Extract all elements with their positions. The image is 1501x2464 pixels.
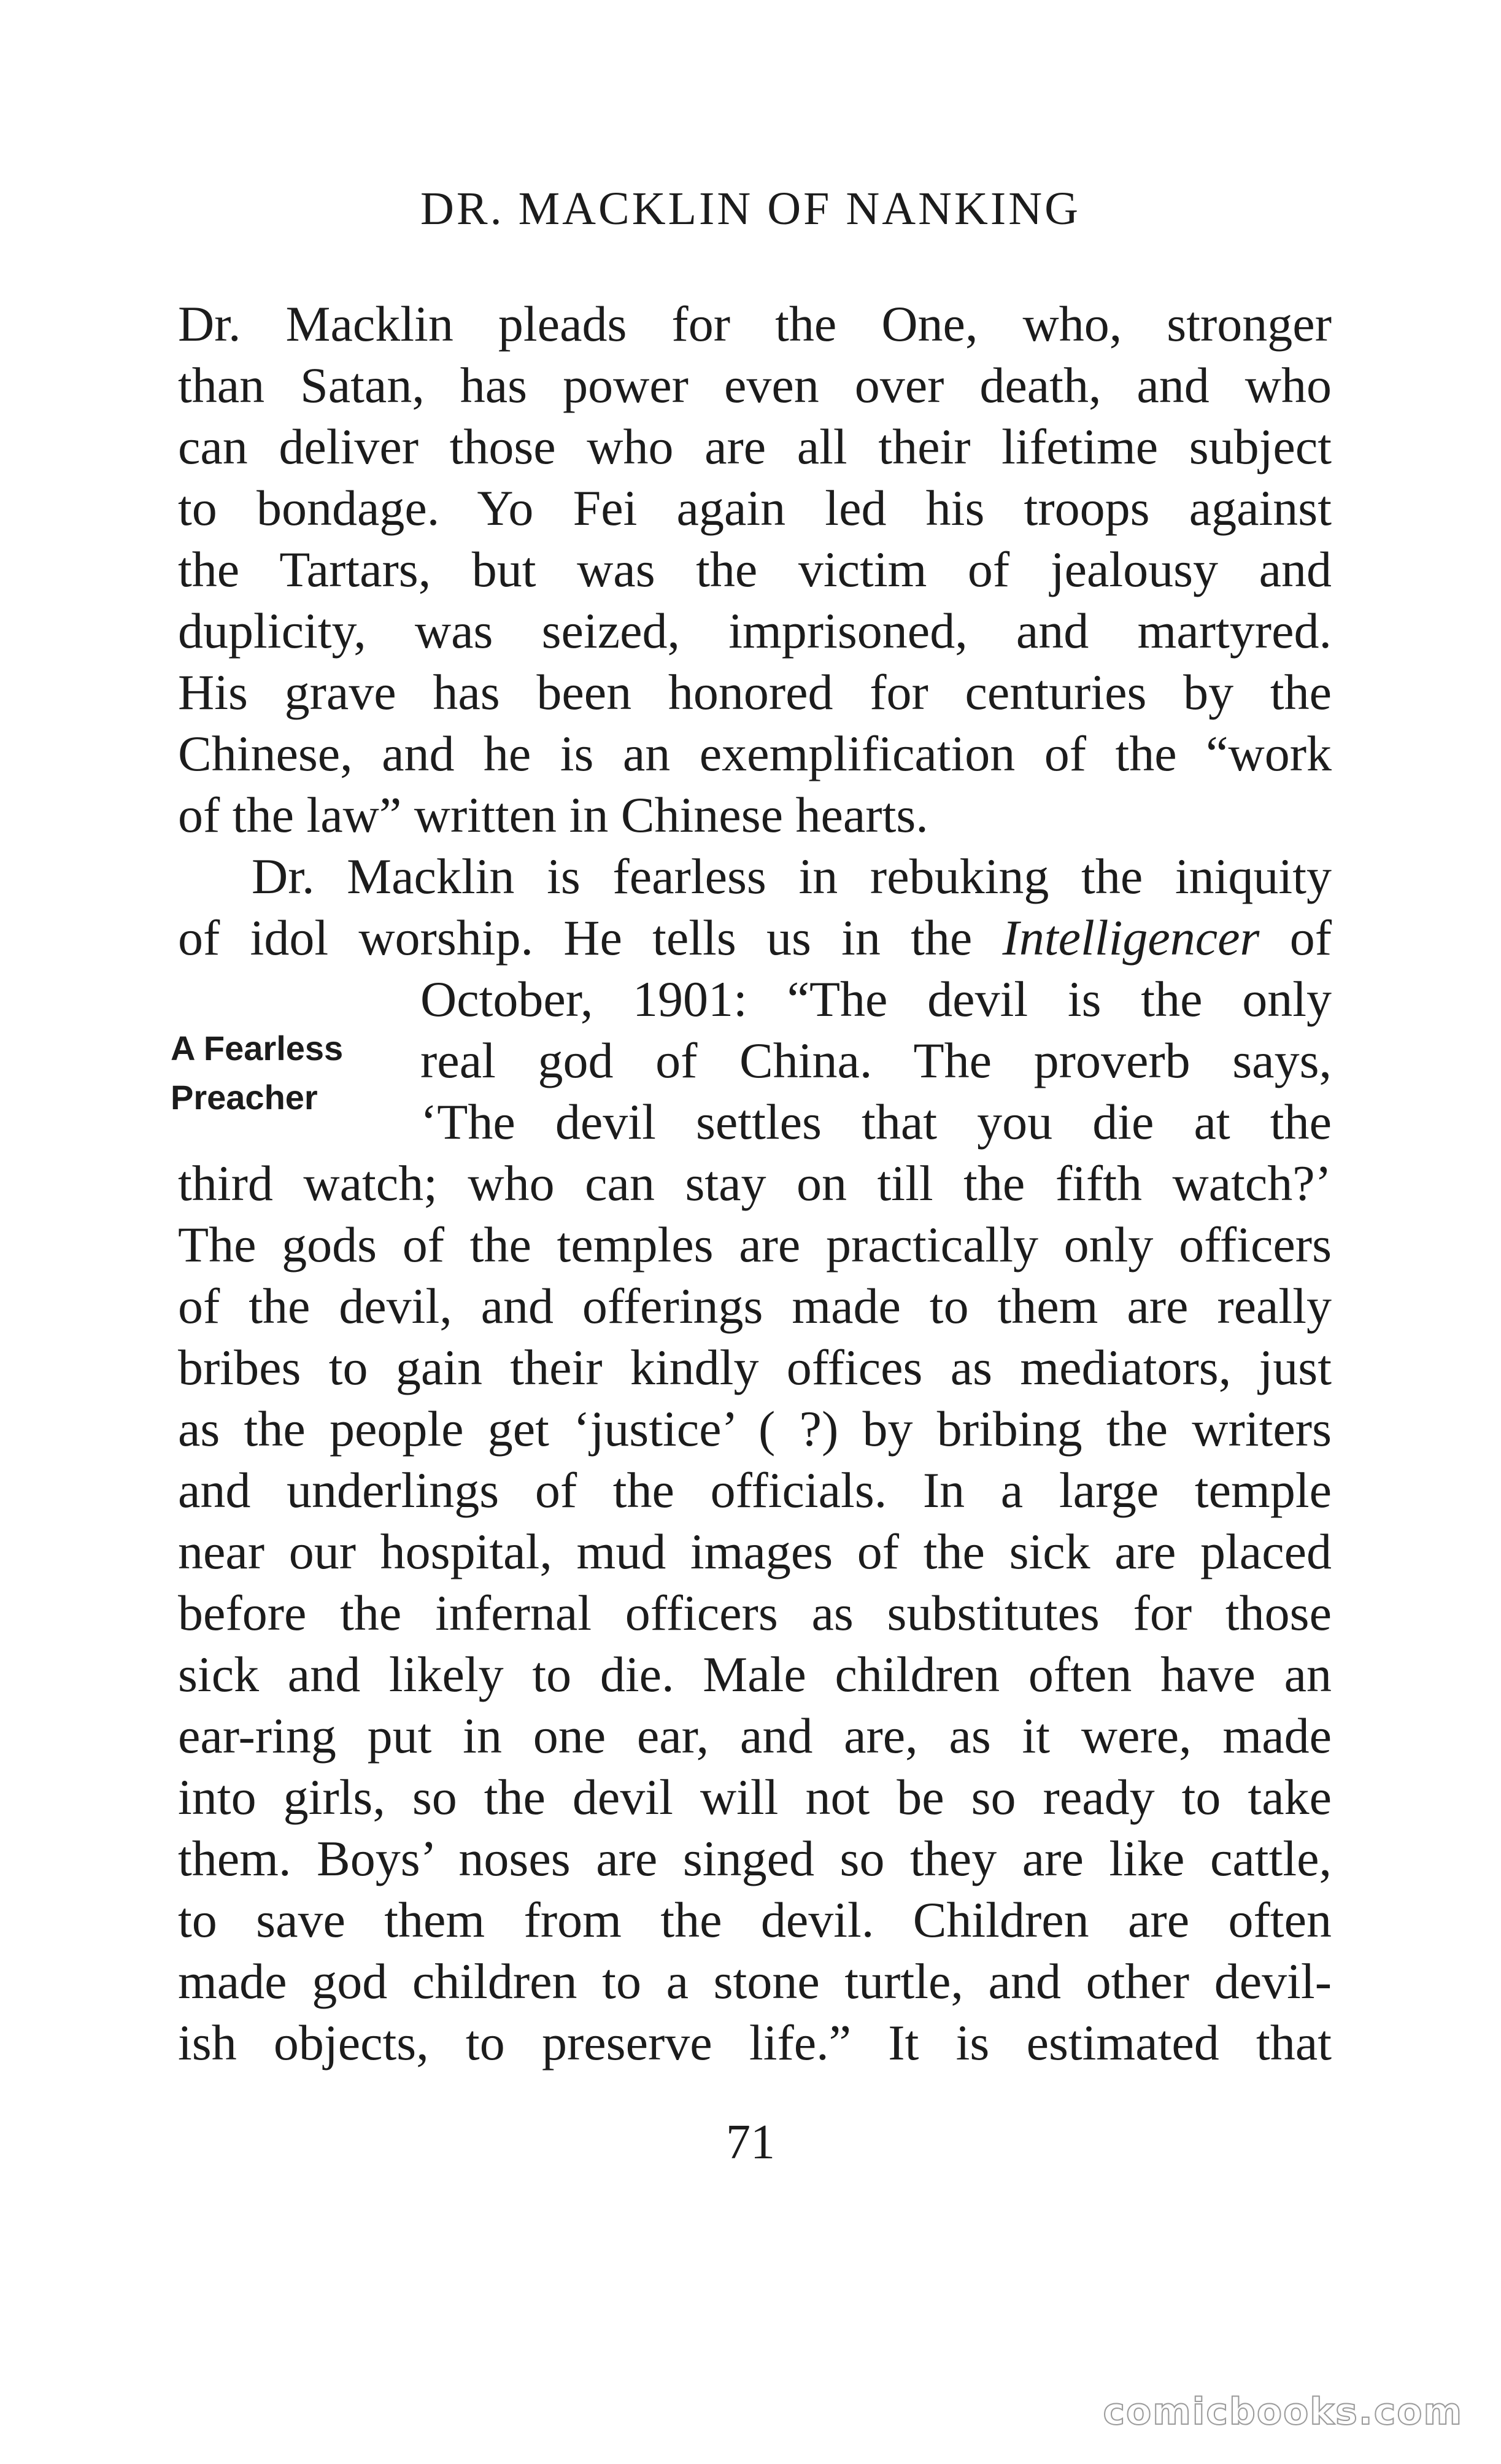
- text-line: can deliver those who are all their lifetime subject: [178, 419, 1332, 475]
- text-line: sick and likely to die. Male children often have an: [178, 1646, 1332, 1702]
- watermark: comicbooks.com: [1103, 2390, 1463, 2433]
- text-line: ish objects, to preserve life.” It is estimated that: [178, 2015, 1332, 2071]
- text-line: and underlings of the officials. In a large temple: [178, 1462, 1332, 1518]
- text-line: His grave has been honored for centuries by the: [178, 664, 1332, 720]
- text-line: ear-ring put in one ear, and are, as it were, made: [178, 1708, 1332, 1764]
- text-line: October, 1901: “The devil is the only: [420, 971, 1332, 1027]
- text-line: to bondage. Yo Fei again led his troops against: [178, 480, 1332, 536]
- text-line: of the law” written in Chinese hearts.: [178, 787, 928, 843]
- text-line: as the people get ‘justice’ ( ?) by bribing the writers: [178, 1401, 1332, 1457]
- page-number: 71: [726, 2115, 775, 2169]
- text-line: near our hospital, mud images of the sick are placed: [178, 1524, 1332, 1579]
- text-line: duplicity, was seized, imprisoned, and martyred.: [178, 603, 1332, 659]
- text-line: Chinese, and he is an exemplification of the “work: [178, 726, 1332, 781]
- text-line: before the infernal officers as substitutes for those: [178, 1585, 1332, 1641]
- italic-title: Intelligencer: [1002, 910, 1260, 966]
- text-line: Dr. Macklin is fearless in rebuking the iniquity: [252, 848, 1332, 904]
- text-line: of idol worship. He tells us in the Intelligencer of: [178, 910, 1332, 966]
- text-line: real god of China. The proverb says,: [420, 1032, 1332, 1088]
- text-line: into girls, so the devil will not be so ready to take: [178, 1769, 1332, 1825]
- margin-note: [171, 1024, 392, 1122]
- text-line: them. Boys’ noses are singed so they are like cattle,: [178, 1831, 1332, 1886]
- running-head: DR. MACKLIN OF NANKING: [420, 183, 1081, 234]
- text-line: The gods of the temples are practically only officers: [178, 1217, 1332, 1273]
- text-line: than Satan, has power even over death, and who: [178, 357, 1332, 413]
- margin-note-line: Preacher: [171, 1078, 318, 1117]
- text-line: made god children to a stone turtle, and other devil-: [178, 1953, 1332, 2009]
- text-line: of the devil, and offerings made to them are really: [178, 1278, 1332, 1334]
- text-line: Dr. Macklin pleads for the One, who, stronger: [178, 296, 1332, 352]
- text-line: to save them from the devil. Children are often: [178, 1892, 1332, 1948]
- text-line: ‘The devil settles that you die at the: [420, 1094, 1332, 1150]
- text-line: bribes to gain their kindly offices as mediators, just: [178, 1339, 1332, 1395]
- text-line: third watch; who can stay on till the fifth watch?’: [178, 1155, 1332, 1211]
- margin-note-line: A Fearless: [171, 1029, 344, 1067]
- text-line: the Tartars, but was the victim of jealousy and: [178, 541, 1332, 597]
